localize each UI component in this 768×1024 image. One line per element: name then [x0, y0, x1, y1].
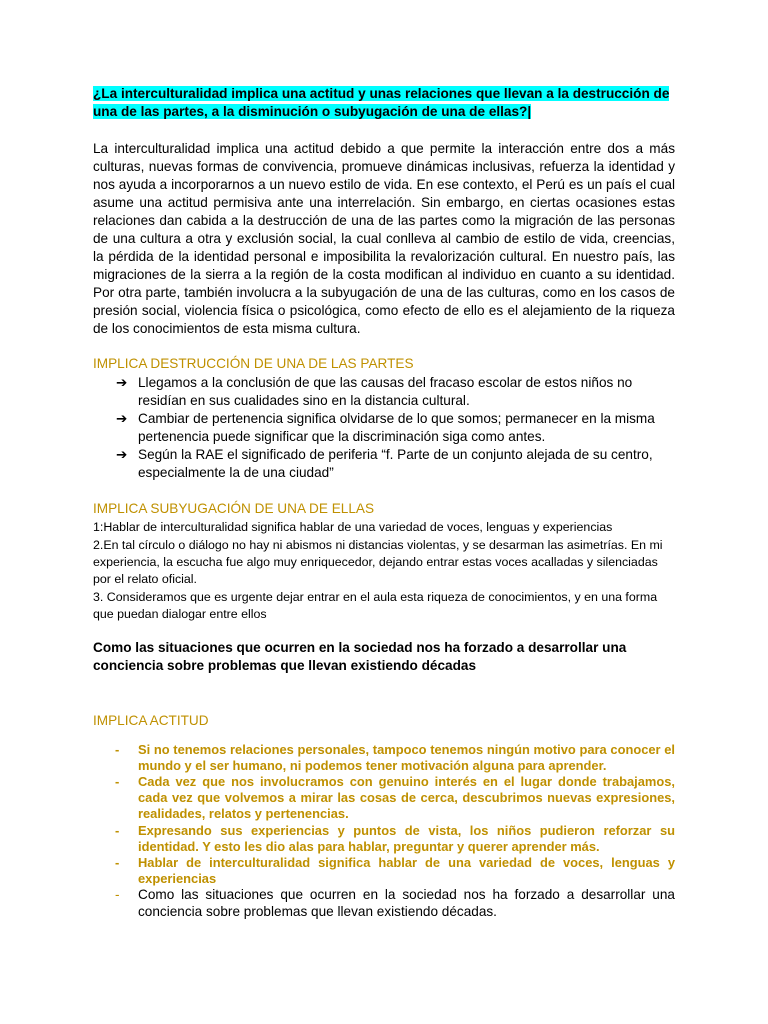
document-body [93, 85, 675, 920]
list-item [93, 742, 675, 774]
list-item [93, 374, 675, 410]
dash-bullet-icon: - [115, 822, 120, 838]
list-item-text: Cambiar de pertenencia significa olvidarse de lo que somos; permanecer en la misma pertenencia puede significar que la discriminación siga como antes. [138, 411, 655, 445]
dash-bullet-icon: - [115, 855, 120, 871]
question-highlight: ¿La interculturalidad implica una actitud y unas relaciones que llevan a la destrucción de una de las partes, a la disminución o subyugación de una de ellas?| [93, 86, 670, 119]
dash-bullet-icon: - [115, 774, 120, 790]
arrow-bullet-icon: ➔ [116, 375, 128, 391]
list-item-text: Como las situaciones que ocurren en la sociedad nos ha forzado a desarrollar una conciencia sobre problemas que llevan existiendo décadas. [138, 887, 675, 919]
subyugacion-point-2: 2.En tal círculo o diálogo no hay ni abismos ni distancias violentas, y se desarman las asimetrías. En mi experiencia, la escucha fue algo muy enriquecedor, dejando entrar estas voces acalladas y silenciadas por el relato oficial. [93, 537, 663, 587]
section-subyugacion-title: IMPLICA SUBYUGACIÓN DE UNA DE ELLAS [93, 501, 375, 517]
list-item [93, 855, 675, 887]
section-destruccion-list [93, 374, 675, 482]
list-item-text: Cada vez que nos involucramos con genuino interés en el lugar donde trabajamos, cada vez que volvemos a mirar las cosas de cerca, descubrimos nuevas expresiones, realidades, relatos y pertenencias. [138, 774, 675, 822]
list-item-text: Hablar de interculturalidad significa hablar de una variedad de voces, lenguas y experiencias [138, 855, 675, 887]
list-item [93, 823, 675, 855]
list-item-text: Según la RAE el significado de periferia “f. Parte de un conjunto alejada de su centro, especialmente la de una ciudad” [138, 447, 653, 481]
conclusion-statement: Como las situaciones que ocurren en la sociedad nos ha forzado a desarrollar una conciencia sobre problemas que llevan existiendo décadas [93, 639, 627, 673]
arrow-bullet-icon: ➔ [116, 447, 128, 463]
section-actitud-title: IMPLICA ACTITUD [93, 712, 209, 728]
subyugacion-point-1: 1:Hablar de interculturalidad significa hablar de una variedad de voces, lenguas y experiencias [93, 520, 613, 535]
intro-paragraph: La interculturalidad implica una actitud debido a que permite la interacción entre dos a más culturas, nuevas formas de convivencia, promueve dinámicas inclusivas, refuerza la identidad y nos ayuda a incorporarnos a un nuevo estilo de vida. En ese contexto, el Perú es un país el cual asume una actitud permisiva ante una interrelación. Sin embargo, en ciertas ocasiones estas relaciones dan cabida a la destrucción de una de las partes como la migración de las personas de una cultura a otra y exclusión social, la cual conlleva al cambio de estilo de vida, creencias, la pérdida de la identidad personal e imposibilita la revalorización cultural. En nuestro país, las migraciones de la sierra a la región de la costa modifican al individuo en cuanto a su identidad. Por otra parte, también involucra a la subyugación de una de las culturas, como en los casos de presión social, violencia física o psicológica, como efecto de ello es el alejamiento de la riqueza de los conocimientos de esta misma cultura. [93, 141, 675, 337]
subyugacion-point-3: 3. Consideramos que es urgente dejar entrar en el aula esta riqueza de conocimientos, y en una forma que puedan dialogar entre ellos [93, 589, 658, 622]
list-item-text: Expresando sus experiencias y puntos de vista, los niños pudieron reforzar su identidad. Y esto les dio alas para hablar, preguntar y querer aprender más. [138, 822, 675, 854]
dash-bullet-icon: - [115, 741, 120, 757]
list-item [93, 774, 675, 823]
list-item [93, 887, 675, 920]
list-item-text: Llegamos a la conclusión de que las causas del fracaso escolar de estos niños no residían en sus cualidades sino en la distancia cultural. [138, 375, 633, 409]
arrow-bullet-icon: ➔ [116, 411, 128, 427]
list-item-text: Si no tenemos relaciones personales, tampoco tenemos ningún motivo para conocer el mundo y el ser humano, ni podemos tener motivación alguna para aprender. [138, 741, 675, 773]
list-item [93, 410, 675, 446]
question-heading [93, 85, 675, 120]
section-actitud-list [93, 742, 675, 921]
list-item [93, 446, 675, 482]
section-destruccion-title: IMPLICA DESTRUCCIÓN DE UNA DE LAS PARTES [93, 356, 414, 372]
dash-bullet-icon: - [115, 887, 120, 903]
